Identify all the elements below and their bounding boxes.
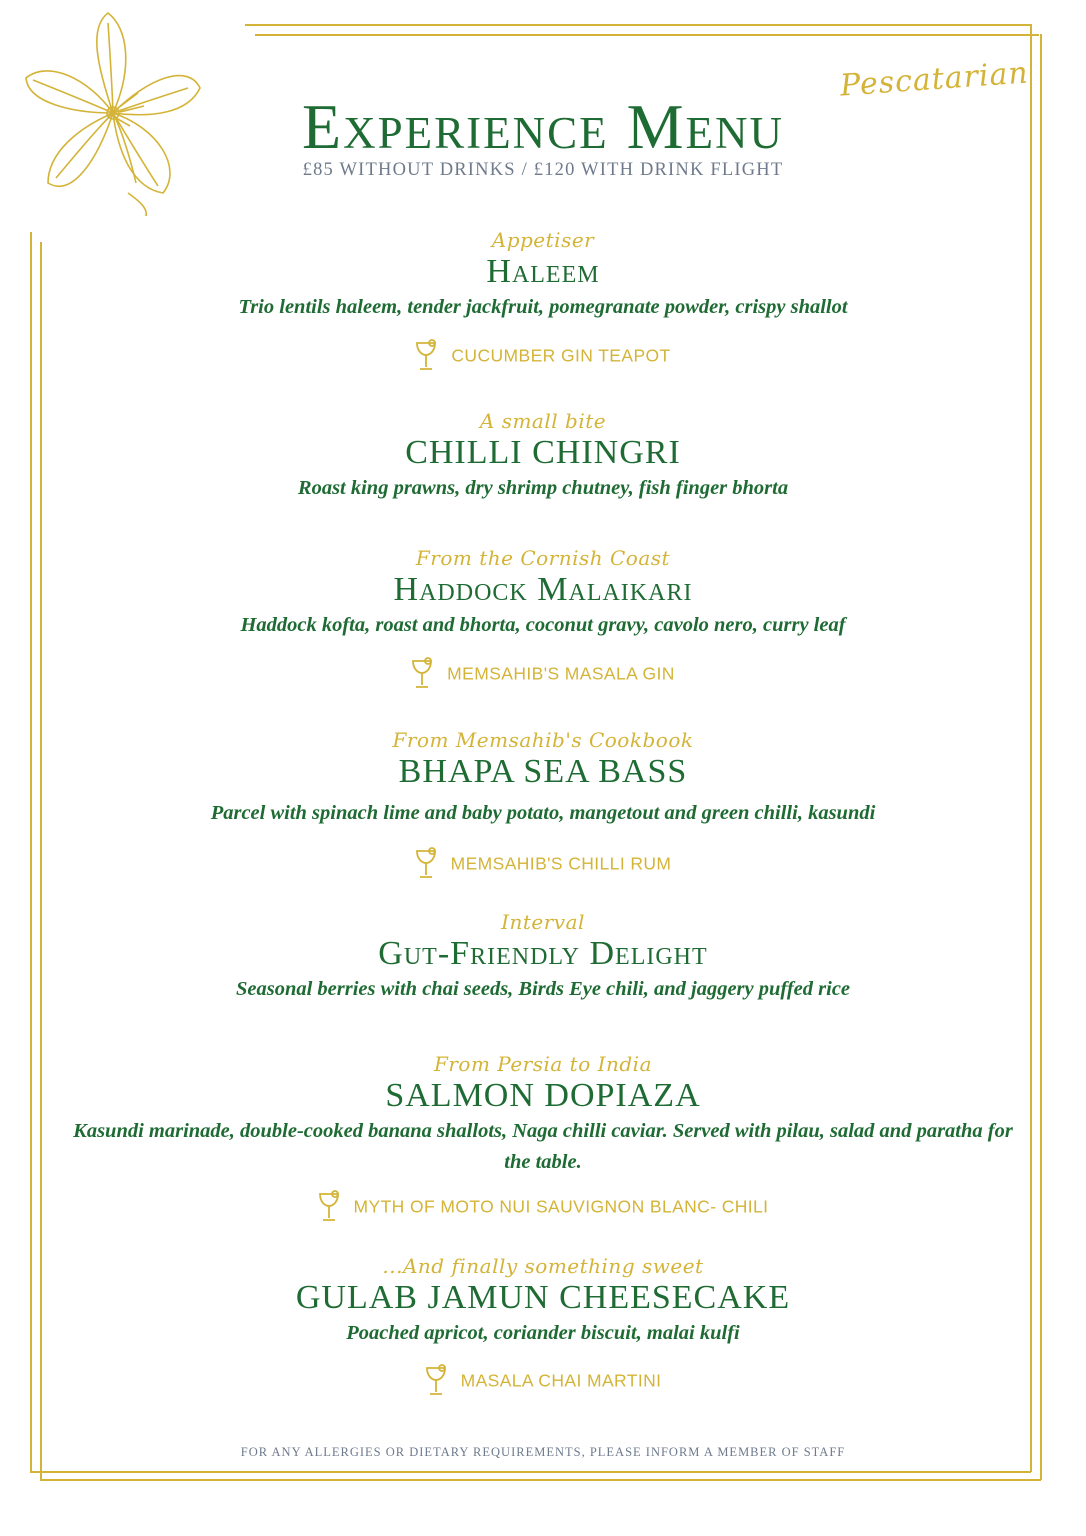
course-label: Appetiser	[491, 228, 595, 252]
course-interval	[0, 910, 1086, 1005]
cocktail-glass-icon	[425, 1364, 447, 1396]
dish-description: Parcel with spinach lime and baby potato, mangetout and green chilli, kasundi	[210, 802, 876, 824]
course-label: ...And finally something sweet	[382, 1254, 704, 1278]
course-label: From Memsahib's Cookbook	[392, 728, 694, 752]
dish-description: Haddock kofta, roast and bhorta, coconut gravy, cavolo nero, curry leaf	[240, 614, 846, 636]
dish-name: SALMON DOPIAZA	[385, 1077, 701, 1114]
dish-description: Kasundi marinade, double-cooked banana shallots, Naga chilli caviar. Served with pilau, salad and paratha for the table.	[73, 1120, 1013, 1173]
course-label: From the Cornish Coast	[415, 546, 671, 570]
drink-name: MASALA CHAI MARTINI	[460, 1370, 662, 1391]
allergy-notice: FOR ANY ALLERGIES OR DIETARY REQUIREMENTS, PLEASE INFORM A MEMBER OF STAFF	[240, 1445, 846, 1459]
course-small-bite	[0, 409, 1086, 504]
dish-description: Roast king prawns, dry shrimp chutney, fish finger bhorta	[297, 477, 789, 499]
diet-tag: Pescatarian	[839, 55, 1030, 104]
drink-pairing	[0, 1362, 1086, 1396]
course-cookbook	[0, 728, 1086, 829]
dish-name: GULAB JAMUN CHEESECAKE	[295, 1279, 791, 1316]
course-cornish-coast	[0, 546, 1086, 641]
course-label: From Persia to India	[433, 1052, 653, 1076]
course-label: A small bite	[479, 409, 607, 433]
dish-name: Haleem	[486, 253, 600, 290]
course-appetiser	[0, 228, 1086, 323]
cocktail-glass-icon	[411, 657, 433, 689]
dish-name: BHAPA SEA BASS	[398, 753, 688, 790]
dish-description: Trio lentils haleem, tender jackfruit, pomegranate powder, crispy shallot	[238, 296, 848, 318]
dish-description: Poached apricot, coriander biscuit, malai kulfi	[346, 1322, 740, 1344]
dish-description: Seasonal berries with chai seeds, Birds Eye chili, and jaggery puffed rice	[235, 978, 851, 1000]
drink-pairing	[0, 845, 1086, 879]
dish-name: Gut-Friendly Delight	[378, 935, 708, 972]
drink-pairing	[0, 1188, 1086, 1222]
page-title: Experience Menu	[302, 91, 784, 162]
dish-name: Haddock Malaikari	[393, 571, 693, 608]
cocktail-glass-icon	[415, 847, 437, 879]
course-persia-india	[0, 1052, 1086, 1178]
drink-name: MEMSAHIB'S CHILLI RUM	[450, 853, 672, 874]
drink-name: CUCUMBER GIN TEAPOT	[451, 345, 671, 366]
course-dessert	[0, 1254, 1086, 1349]
dish-name: CHILLI CHINGRI	[405, 434, 681, 471]
cocktail-glass-icon	[318, 1190, 340, 1222]
drink-pairing	[0, 655, 1086, 689]
course-label: Interval	[501, 910, 585, 934]
cocktail-glass-icon	[415, 339, 437, 371]
drink-name: MEMSAHIB'S MASALA GIN	[447, 663, 675, 684]
drink-name: MYTH OF MOTO NUI SAUVIGNON BLANC- CHILI	[353, 1196, 769, 1217]
price-line: £85 WITHOUT DRINKS / £120 WITH DRINK FLIGHT	[302, 160, 784, 180]
drink-pairing	[0, 337, 1086, 371]
